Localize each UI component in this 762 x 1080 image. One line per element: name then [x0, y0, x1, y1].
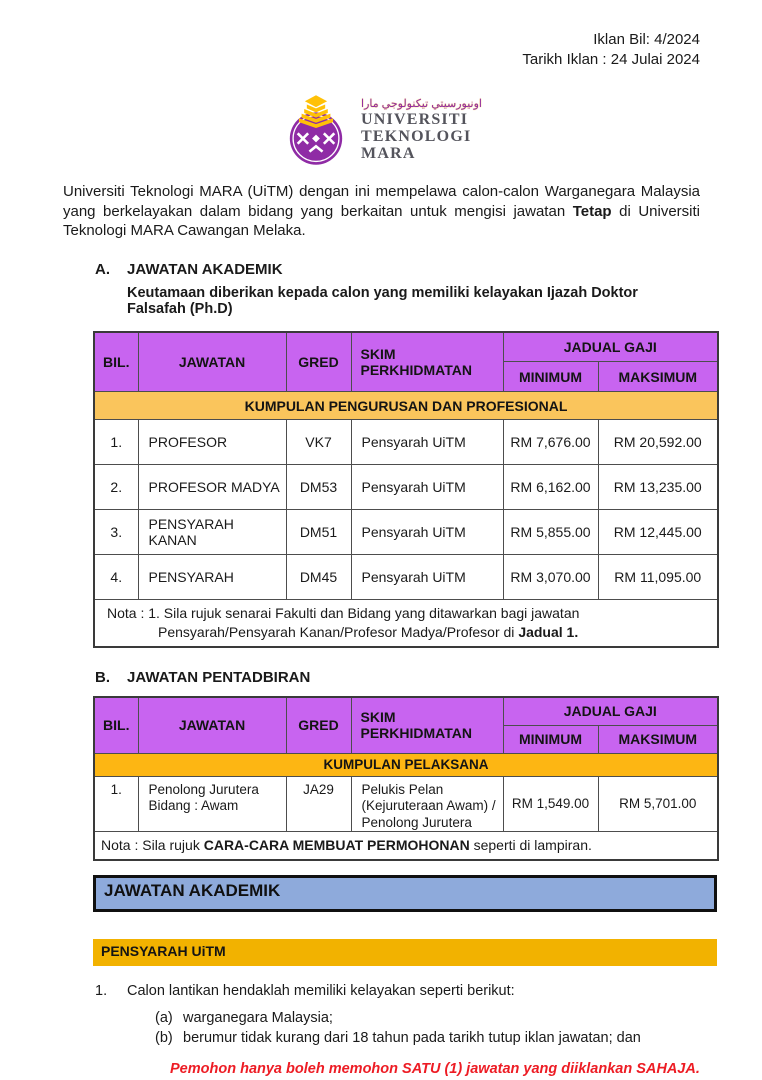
table-row: [94, 420, 718, 465]
sub-item-b-text: berumur tidak kurang dari 18 tahun pada tarikh tutup iklan jawatan; dan: [183, 1030, 641, 1046]
logo-line2: TEKNOLOGI: [361, 128, 472, 145]
cell-max: RM 20,592.00: [598, 420, 718, 465]
cell-max: RM 11,095.00: [598, 555, 718, 600]
note-text: Nota : Sila rujuk: [101, 837, 204, 853]
logo-line3: MARA: [361, 145, 416, 162]
sub-item-b: [155, 1028, 700, 1048]
table-b-note: [94, 832, 718, 861]
note-bold-cara: CARA-CARA MEMBUAT PERMOHONAN: [203, 837, 470, 853]
col-header-jawatan: JAWATAN: [138, 697, 286, 753]
note-text-2: seperti di lampiran.: [469, 837, 592, 853]
sub-item-a-text: warganegara Malaysia;: [183, 1010, 333, 1026]
iklan-number: Iklan Bil: 4/2024: [593, 31, 700, 48]
cell-jawatan: PROFESOR: [138, 420, 286, 465]
col-header-bil: BIL.: [94, 697, 138, 753]
cell-gred: DM51: [286, 510, 351, 555]
cell-bil: 4.: [94, 555, 138, 600]
uitm-logo: [63, 94, 700, 166]
cell-min: RM 5,855.00: [503, 510, 598, 555]
banner-pensyarah-uitm: PENSYARAH UiTM: [93, 939, 717, 966]
cell-bil: 3.: [94, 510, 138, 555]
cell-max: RM 5,701.00: [598, 776, 718, 832]
table-jawatan-akademik: [93, 331, 719, 649]
intro-part1: Universiti Teknologi MARA (UiTM) dengan ini mempelawa calon-calon Warganegara Malaysia yang berkelayakan dalam bidang yang berkaitan untuk mengisi jawatan: [63, 183, 700, 220]
sub-item-a-label: (a): [155, 1010, 173, 1026]
cell-max: RM 13,235.00: [598, 465, 718, 510]
jawi-calligraphy: اونيورسيتي تيكنولوجي مارا: [361, 98, 482, 110]
cell-skim: Pensyarah UiTM: [351, 465, 503, 510]
cell-min: RM 6,162.00: [503, 465, 598, 510]
cell-jawatan: PENSYARAH KANAN: [138, 510, 286, 555]
col-header-maksimum: MAKSIMUM: [598, 725, 718, 753]
cell-bil: 1.: [94, 420, 138, 465]
col-header-skim: SKIM PERKHIDMATAN: [351, 697, 503, 753]
col-header-minimum: MINIMUM: [503, 725, 598, 753]
cell-min: RM 7,676.00: [503, 420, 598, 465]
col-header-jadual-gaji: JADUAL GAJI: [503, 332, 718, 362]
requirement-number: 1.: [95, 983, 108, 999]
col-header-bil: BIL.: [94, 332, 138, 392]
cell-gred: DM45: [286, 555, 351, 600]
uitm-emblem-icon: [281, 94, 351, 166]
section-a-title: JAWATAN AKADEMIK: [127, 260, 283, 278]
intro-part2: di Universiti Teknologi MARA Cawangan Melaka.: [63, 202, 700, 239]
single-application-warning: Pemohon hanya boleh memohon SATU (1) jawatan yang diiklankan SAHAJA.: [170, 1061, 700, 1077]
cell-skim: Pelukis Pelan (Kejuruteraan Awam) / Penolong Jurutera: [351, 776, 503, 832]
uitm-logo-text: [361, 98, 482, 162]
cell-gred: VK7: [286, 420, 351, 465]
intro-bold-tetap: Tetap: [572, 202, 612, 220]
cell-jawatan: [138, 776, 286, 832]
section-a-heading: [63, 261, 700, 278]
table-a-note: [94, 600, 718, 648]
note-text: Nota : 1. Sila rujuk senarai Fakulti dan Bidang yang ditawarkan bagi jawatan Pensyarah/Pensyarah Kanan/Profesor Madya/Profesor di: [107, 605, 580, 640]
table-row: [94, 510, 718, 555]
document-meta: [63, 30, 700, 70]
cell-bil: 2.: [94, 465, 138, 510]
cell-jawatan: PENSYARAH: [138, 555, 286, 600]
col-header-jawatan: JAWATAN: [138, 332, 286, 392]
cell-skim: Pensyarah UiTM: [351, 420, 503, 465]
section-a-letter: A.: [95, 260, 110, 278]
group-band-pengurusan: KUMPULAN PENGURUSAN DAN PROFESIONAL: [94, 392, 718, 420]
banner-jawatan-akademik: JAWATAN AKADEMIK: [93, 875, 717, 912]
requirement-item-1: [63, 983, 700, 999]
col-header-skim: SKIM PERKHIDMATAN: [351, 332, 503, 392]
col-header-maksimum: MAKSIMUM: [598, 362, 718, 392]
cell-bil: 1.: [94, 776, 138, 832]
table-row: [94, 465, 718, 510]
cell-min: RM 3,070.00: [503, 555, 598, 600]
cell-max: RM 12,445.00: [598, 510, 718, 555]
section-b-heading: [63, 669, 700, 686]
section-b-letter: B.: [95, 669, 110, 686]
cell-skim: Pensyarah UiTM: [351, 555, 503, 600]
group-band-pelaksana: KUMPULAN PELAKSANA: [94, 753, 718, 776]
section-b-title: JAWATAN PENTADBIRAN: [127, 669, 311, 686]
table-row: [94, 776, 718, 832]
col-header-jadual-gaji: JADUAL GAJI: [503, 697, 718, 725]
table-row: [94, 555, 718, 600]
sub-item-a: [155, 1008, 700, 1028]
sub-item-b-label: (b): [155, 1030, 173, 1046]
col-header-gred: GRED: [286, 332, 351, 392]
intro-paragraph: [63, 182, 700, 241]
section-a-subtitle: Keutamaan diberikan kepada calon yang memiliki kelayakan Ijazah Doktor Falsafah (Ph.D): [127, 284, 638, 317]
logo-line1: UNIVERSITI: [361, 111, 469, 128]
cell-skim: Pensyarah UiTM: [351, 510, 503, 555]
jawatan-line1: Penolong Jurutera: [148, 781, 259, 797]
col-header-minimum: MINIMUM: [503, 362, 598, 392]
col-header-gred: GRED: [286, 697, 351, 753]
cell-jawatan: PROFESOR MADYA: [138, 465, 286, 510]
note-bold-jadual1: Jadual 1.: [518, 624, 579, 640]
requirement-sublist: [155, 1008, 700, 1048]
iklan-date: Tarikh Iklan : 24 Julai 2024: [522, 51, 700, 68]
cell-gred: JA29: [286, 776, 351, 832]
table-jawatan-pentadbiran: [93, 696, 719, 861]
cell-min: RM 1,549.00: [503, 776, 598, 832]
requirement-text: Calon lantikan hendaklah memiliki kelayakan seperti berikut:: [127, 983, 515, 999]
jawatan-line2: Bidang : Awam: [148, 798, 239, 813]
cell-gred: DM53: [286, 465, 351, 510]
